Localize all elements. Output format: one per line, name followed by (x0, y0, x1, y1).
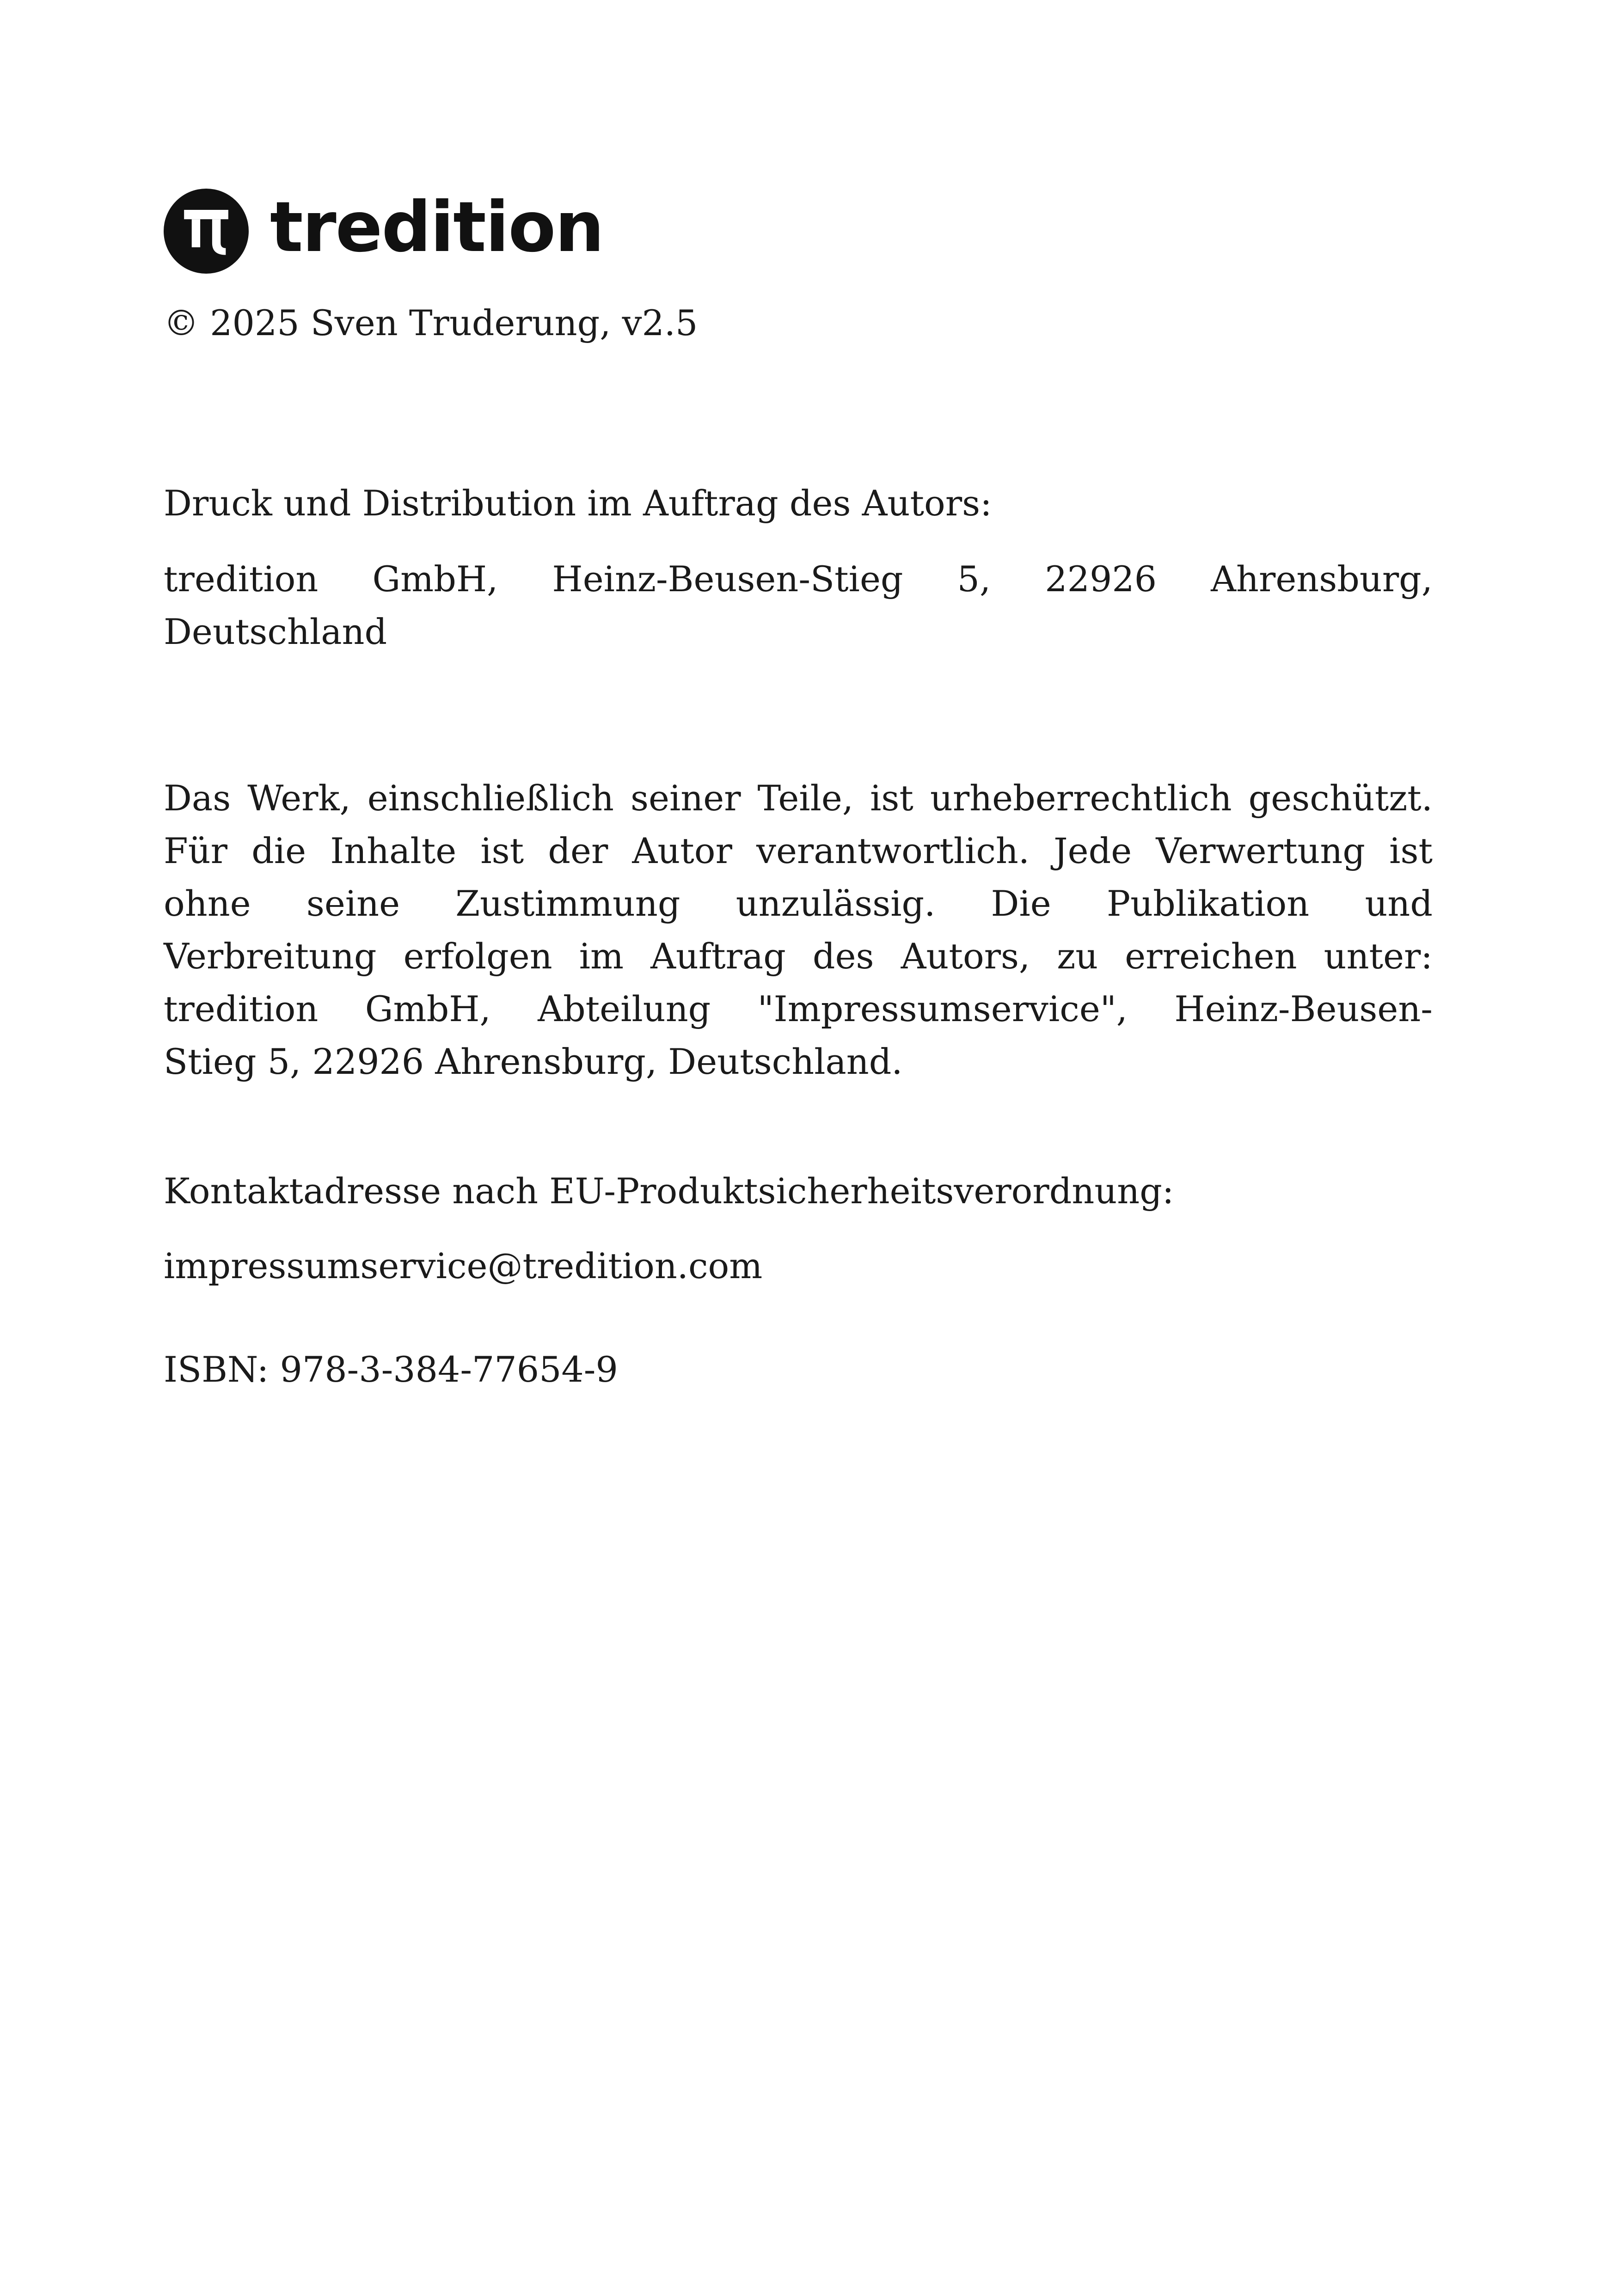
legal-notice-line: ohne seine Zustimmung unzulässig. Die Publikation und (164, 883, 1433, 924)
legal-notice-line: tredition GmbH, Abteilung "Impressumservice", Heinz-Beusen- (164, 988, 1433, 1029)
isbn: ISBN: 978-3-384-77654-9 (164, 1349, 618, 1390)
legal-notice-line: Stieg 5, 22926 Ahrensburg, Deutschland. (164, 1041, 903, 1082)
imprint-content (164, 185, 1433, 1396)
publisher-wordmark: tredition (270, 187, 604, 268)
legal-notice-line: Das Werk, einschließlich seiner Teile, ist urheberrechtlich geschützt. (164, 778, 1433, 819)
legal-notice-line: Für die Inhalte ist der Autor verantwortlich. Jede Verwertung ist (164, 830, 1433, 871)
contact-heading: Kontaktadresse nach EU-Produktsicherheitsverordnung: (164, 1170, 1174, 1212)
contact-email: impressumservice@tredition.com (164, 1245, 763, 1286)
printing-address-line: tredition GmbH, Heinz-Beusen-Stieg 5, 22926 Ahrensburg, (164, 558, 1433, 600)
printing-address (164, 553, 1433, 658)
legal-notice-line: Verbreitung erfolgen im Auftrag des Autors, zu erreichen unter: (164, 936, 1433, 977)
printing-heading: Druck und Distribution im Auftrag des Autors: (164, 483, 992, 524)
legal-notice (164, 772, 1433, 1088)
publisher-logo (164, 185, 1433, 277)
copyright-notice: © 2025 Sven Truderung, v2.5 (164, 302, 698, 343)
printing-address-line: Deutschland (164, 611, 387, 652)
tredition-logo-icon (164, 189, 249, 274)
